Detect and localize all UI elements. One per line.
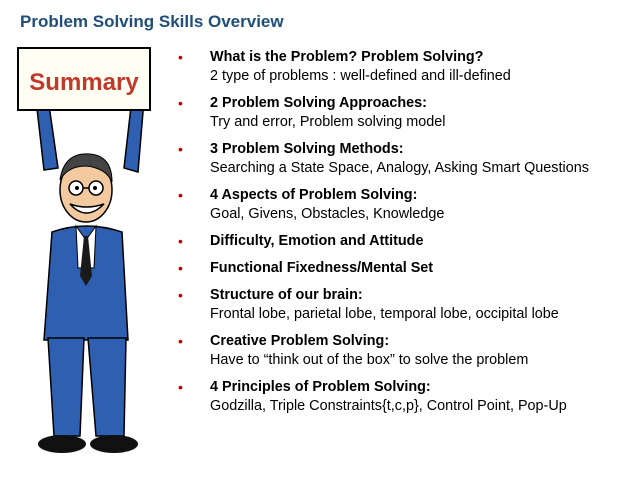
bullet-marker: •: [178, 287, 183, 303]
summary-man-clipart: [14, 40, 174, 470]
bullet-heading: 4 Principles of Problem Solving:: [210, 379, 431, 395]
summary-bullet-list: [178, 48, 630, 416]
bullet-heading: Structure of our brain:: [210, 287, 363, 303]
bullet-heading: 3 Problem Solving Methods:: [210, 141, 404, 157]
bullet-marker: •: [178, 187, 183, 203]
bullet-marker: •: [178, 141, 183, 157]
bullet-marker: •: [178, 95, 183, 111]
bullet-heading: Creative Problem Solving:: [210, 333, 390, 349]
bullet-item: [178, 378, 630, 416]
bullet-marker: •: [178, 233, 183, 249]
bullet-marker: •: [178, 260, 183, 276]
bullet-item: [178, 186, 630, 224]
bullet-item: [178, 332, 630, 370]
bullet-item: [178, 94, 630, 132]
bullet-detail: Have to “think out of the box” to solve the problem: [210, 352, 529, 368]
bullet-item: [178, 286, 630, 324]
bullet-item: [178, 140, 630, 178]
bullet-detail: Godzilla, Triple Constraints{t,c,p}, Control Point, Pop-Up: [210, 398, 567, 414]
bullet-heading: Difficulty, Emotion and Attitude: [210, 233, 424, 249]
summary-sign-text: Summary: [29, 69, 139, 96]
bullet-marker: •: [178, 49, 183, 65]
bullet-item: [178, 259, 630, 278]
bullet-heading: What is the Problem? Problem Solving?: [210, 49, 484, 65]
bullet-heading: 2 Problem Solving Approaches:: [210, 95, 427, 111]
bullet-heading: 4 Aspects of Problem Solving:: [210, 187, 418, 203]
slide-title: Problem Solving Skills Overview: [20, 12, 284, 31]
bullet-detail: Try and error, Problem solving model: [210, 114, 446, 130]
bullet-detail: 2 type of problems : well-defined and ill-defined: [210, 68, 511, 84]
bullet-detail: Searching a State Space, Analogy, Asking Smart Questions: [210, 160, 589, 176]
bullet-heading: Functional Fixedness/Mental Set: [210, 260, 434, 276]
bullet-detail: Frontal lobe, parietal lobe, temporal lobe, occipital lobe: [210, 306, 559, 322]
bullet-marker: •: [178, 379, 183, 395]
bullet-item: [178, 48, 630, 86]
bullet-marker: •: [178, 333, 183, 349]
bullet-item: [178, 232, 630, 251]
bullet-detail: Goal, Givens, Obstacles, Knowledge: [210, 206, 445, 222]
